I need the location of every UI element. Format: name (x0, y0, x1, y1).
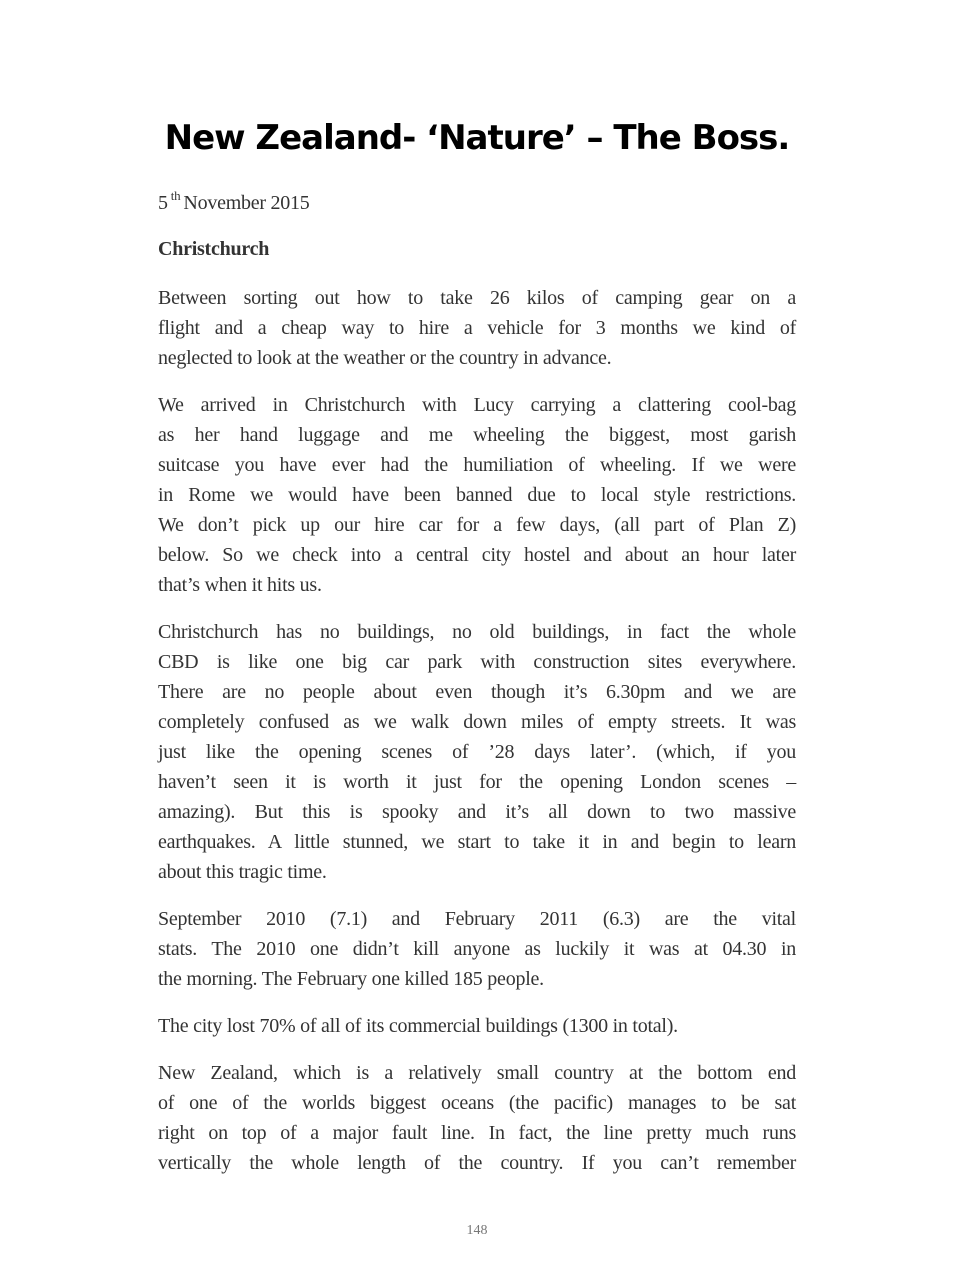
date-suffix: th (170, 188, 181, 203)
page-number: 148 (466, 1223, 488, 1238)
text-line: There are no people about even though it’s 6.30pm and we are (158, 681, 796, 703)
text-line: suitcase you have ever had the humiliation of wheeling. If we were (158, 454, 796, 476)
text-line: neglected to look at the weather or the country in advance. (158, 347, 612, 369)
paragraph (158, 1011, 796, 1041)
paragraph (158, 1058, 796, 1178)
text-line: in Rome we would have been banned due to local style restrictions. (158, 484, 796, 506)
text-line: September 2010 (7.1) and February 2011 (6.3) are the vital (158, 908, 796, 930)
date-day: 5 (158, 192, 168, 214)
text-line: New Zealand, which is a relatively small country at the bottom end (158, 1062, 796, 1084)
text-line: just like the opening scenes of ’28 days later’. (which, if you (158, 741, 796, 763)
paragraph (158, 390, 796, 600)
text-line: Between sorting out how to take 26 kilos of camping gear on a (158, 287, 796, 309)
text-line: of one of the worlds biggest oceans (the pacific) manages to be sat (158, 1092, 796, 1114)
text-line: completely confused as we walk down miles of empty streets. It was (158, 711, 796, 733)
text-line: The city lost 70% of all of its commercial buildings (1300 in total). (158, 1015, 678, 1037)
text-line: earthquakes. A little stunned, we start to take it in and begin to learn (158, 831, 796, 853)
text-line: haven’t seen it is worth it just for the opening London scenes – (158, 771, 796, 793)
text-line: CBD is like one big car park with construction sites everywhere. (158, 651, 796, 673)
chapter-title: New Zealand- ‘Nature’ – The Boss. (164, 118, 790, 158)
text-line: as her hand luggage and me wheeling the biggest, most garish (158, 424, 796, 446)
text-line: that’s when it hits us. (158, 574, 322, 596)
text-line: flight and a cheap way to hire a vehicle for 3 months we kind of (158, 317, 796, 339)
text-line: Christchurch has no buildings, no old buildings, in fact the whole (158, 621, 796, 643)
section-heading: Christchurch (158, 238, 270, 260)
paragraph (158, 904, 796, 994)
entry-date (158, 188, 796, 215)
text-line: We don’t pick up our hire car for a few days, (all part of Plan Z) (158, 514, 796, 536)
date-rest: November 2015 (183, 192, 310, 214)
text-line: amazing). But this is spooky and it’s all down to two massive (158, 801, 796, 823)
paragraph (158, 617, 796, 887)
body-text (158, 283, 796, 1195)
text-line: stats. The 2010 one didn’t kill anyone as luckily it was at 04.30 in (158, 938, 796, 960)
text-line: the morning. The February one killed 185 people. (158, 968, 544, 990)
text-line: about this tragic time. (158, 861, 327, 883)
text-line: below. So we check into a central city hostel and about an hour later (158, 544, 796, 566)
text-line: right on top of a major fault line. In fact, the line pretty much runs (158, 1122, 796, 1144)
text-line: We arrived in Christchurch with Lucy carrying a clattering cool-bag (158, 394, 796, 416)
text-line: vertically the whole length of the country. If you can’t remember (158, 1152, 796, 1174)
paragraph (158, 283, 796, 373)
